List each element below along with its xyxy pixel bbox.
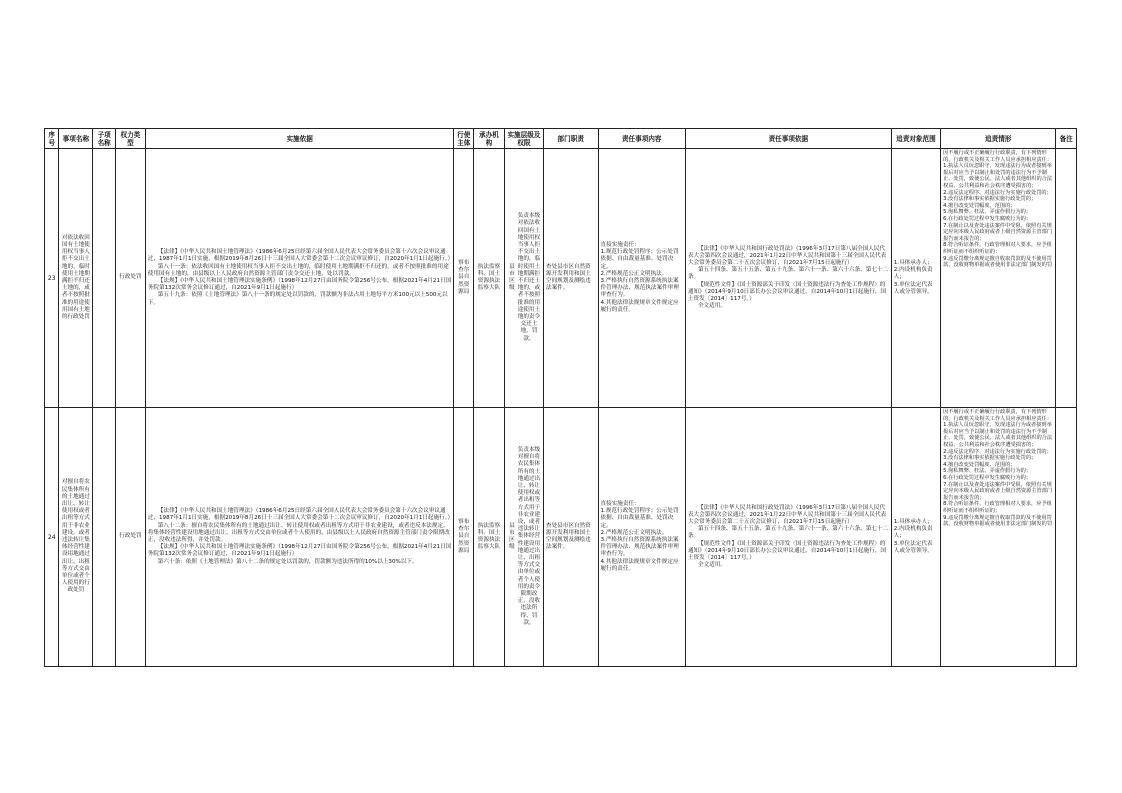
header-item-name: 事项名称 [59, 129, 93, 149]
header-subject: 行使主体 [454, 129, 474, 149]
row-dept-duty: 查处县市区自然资源开发利用和国土空间规划及测绘违法案件。 [543, 149, 598, 408]
row-sub-item [93, 408, 116, 667]
header-basis: 实施依据 [145, 129, 454, 149]
row-subject: 察布查尔县自然资源局 [454, 408, 474, 667]
header-resp-basis: 责任事项依据 [685, 129, 891, 149]
row-dept-duty-short: 负责本级对擅自将农民集体所有的土地通过出让、转让使用权或者出租等方式用于非农业建设，或者违法转让集体经营性建设用地通过出让、出租等方式交由单位或者个人使用的责令限期改正，没收违法所得、罚款。 [517, 446, 541, 626]
row-level-cell [504, 408, 543, 667]
row-resp-content: 直接实施责任： 1.规范行政处罚程序；公示处罚依据、自由裁量基准、处罚决定。 2.严格规范公正文明执法。 3.严格执行自然资源系统执法案件管理办法、规范执法案件审理审查行为。 4.其他法律法规规章文件规定应履行的责任。 [598, 149, 685, 408]
resp-basis-para: 第五十四条、第五十五条、第五十九条、第六十一条、第六十六条、第七十二条。 [687, 526, 889, 540]
header-seq: 序号 [45, 129, 59, 149]
row-org: 执法监察科、国土资源执法监察大队 [474, 149, 505, 408]
basis-para: 第六十条：依照《土地管理法》第八十二条的规定处以罚款的，罚款额为违法所得的10%以上30%以下。 [157, 558, 418, 565]
row-resp-basis [685, 149, 891, 408]
header-dept-duty: 部门职责 [543, 129, 598, 149]
row-circumstance: 因不履行或不正确履行行政职责，有下列情形的，行政机关及相关工作人员应承担相应责任： 1.执法人员玩忽职守，发现违法行为或者接到举报后对应当予以制止和处罚的违法行为不予制止、处罚，致使公民、法人或者其他组织的合法权益、公共利益和社会秩序遭受损害的； 2.违反法定程序、对违法行为实施行政处罚的； 3.没有法律和事实依据实施行政处罚的； 4.擅自改变处罚幅度、范围的； 5.徇私舞弊、枉法、弄虚作假行为的； 6.在行政处罚过程中发生腐败行为的； 7.在制止以及查处违法案件中受阻，依照有关规定应向本级人民政府或者上级自然资源主管部门报告而未报告的； 8.符合听证条件、行政管理相对人要求，应予组织听证而不组织听证的； 9.违反罚缴分离规定擅自收取罚款的及不使用罚款，没收财物单据或者使用非法定部门制发的罚 [941, 149, 1056, 408]
basis-para: 【法律】《中华人民共和国土地管理法》（1986年6月25日经第六届全国人民代表大会常务委员会第十六次会议审议通过，1987年1月1日实施，根据2019年8月26日十三届全国人大常委会第十二次会议审议修订，自2020年1月1日起施行。） [147, 508, 454, 522]
row-power-type: 行政处罚 [115, 408, 145, 667]
row-remark [1056, 149, 1077, 408]
row-org: 执法监察科、国土资源执法监察大队 [474, 408, 505, 667]
row-dept-duty-short: 负责本级对依法收回国有土地使用权当事人拒不交出土地的，临时使用土地期满拒不归还土地的，或者不按照批准的用途使用土地的责令交还土地，罚款。 [517, 213, 541, 342]
header-remark: 备注 [1056, 129, 1077, 149]
basis-para: 【法规】《中华人民共和国土地管理法实施条例》（1998年12月27日由国务院令第256号公布，根据2021年4月21日国务院第132次常务会议修订通过，自2021年9月1日起施行） [147, 544, 452, 558]
header-target: 追责对象范围 [891, 129, 940, 149]
resp-basis-para: 全文适用。 [697, 303, 726, 310]
resp-basis-para: 【法律】《中华人民共和国行政处罚法》（1996年3月17日第八届全国人民代表大会第四次会议通过，2021年1月22日中华人民共和国第十三届全国人民代表大会常务委员会第二十五次会议修订，自2021年7月15日起施行） [687, 504, 887, 525]
resp-basis-para: 全文适用。 [697, 562, 726, 569]
basis-para: 第八十一条：依法收回国有土地使用权当事人拒不交出土地的，临时使用土地期满拒不归还的，或者不按照批准的用途使用国有土地的，由县级以上人民政府自然资源主管部门责令交还土地，处以罚款。 [147, 263, 449, 277]
header-resp-content: 责任事项内容 [598, 129, 685, 149]
row-power-type: 行政处罚 [115, 149, 145, 408]
row-item-name: 对擅自将农民集体所有的土地通过出让、转让使用权或者出租等方式用于非农业建设，或者违法转让集体经营性建设用地通过出让、出租等方式交由单位或者个人使用的行政处罚 [59, 408, 93, 667]
row-level: 县市区级 [509, 522, 515, 551]
row-seq: 24 [45, 408, 59, 667]
row-target: 1.具体承办人； 2.内设机构负责人； 3.单位法定代表人或分管领导。 [891, 408, 940, 667]
header-row [45, 129, 1077, 149]
row-subject: 察布查尔县自然资源局 [454, 149, 474, 408]
row-circumstance: 因不履行或不正确履行行政职责，有下列情形的，行政机关及相关工作人员应承担相应责任： 1.执法人员玩忽职守，发现违法行为或者接到举报后对应当予以制止和处罚的违法行为不予制止、处罚，致使公民、法人或者其他组织的合法权益、公共利益和社会秩序遭受损害的； 2.违反法定程序、对违法行为实施行政处罚的； 3.没有法律和事实依据实施行政处罚的； 4.擅自改变处罚幅度、范围的； 5.徇私舞弊、枉法、弄虚作假行为的； 6.在行政处罚过程中发生腐败行为的； 7.在制止以及查处违法案件中受阻，依照有关规定应向本级人民政府或者上级自然资源主管部门报告而未报告的； 8.符合听证条件、行政管理相对人要求，应予组织听证而不组织听证的； 9.违反罚缴分离规定擅自收取罚款的及不使用罚款，没收财物单据或者使用非法定部门制发的罚 [941, 408, 1056, 667]
row-resp-basis [685, 408, 891, 667]
resp-basis-para: 【法律】《中华人民共和国行政处罚法》（1996年3月17日第八届全国人民代表大会第四次会议通过，2021年1月22日中华人民共和国第十三届全国人民代表大会常务委员会第二十五次会议修订，自2021年7月15日起施行） [687, 245, 887, 266]
table-row [45, 408, 1077, 667]
resp-basis-para: 【规范性文件】《国土资源部关于印发〈国土资源违法行为查处工作规程〉的通知》（2014年9月10日部长办公会议审议通过，自2014年10月1日起施行，国土资发〔2014〕117号。） [687, 281, 887, 302]
table-row [45, 149, 1077, 408]
basis-para: 第五十九条：依照《土地管理法》第八十一条的规定处以罚款的，罚款额为非法占用土地每平方米100元以上500元以下。 [147, 292, 448, 306]
header-org: 承办机构 [474, 129, 505, 149]
row-level: 县市区级 [509, 263, 515, 292]
row-basis [145, 149, 454, 408]
header-circumstance: 追责情形 [941, 129, 1056, 149]
header-level: 实施层级及权限 [504, 129, 543, 149]
header-power-type: 权力类型 [115, 129, 145, 149]
basis-para: 【法规】《中华人民共和国土地管理法实施条例》（1998年12月27日由国务院令第256号公布，根据2021年4月21日国务院第132次常务会议修订通过，自2021年9月1日起施行） [147, 278, 452, 292]
basis-para: 第八十二条：擅自将农民集体所有的土地通过出让、转让使用权或者出租等方式用于非农业建设，或者违反本法规定，将集体经营性建设用地通过出让、出租等方式交由单位或者个人使用的，由县级以上人民政府自然资源主管部门责令限期改正，没收违法所得，并处罚款。 [147, 522, 450, 543]
row-seq: 23 [45, 149, 59, 408]
resp-basis-para: 第五十四条、第五十五条、第五十九条、第六十一条、第六十六条、第七十二条。 [687, 267, 889, 281]
resp-basis-para: 【规范性文件】《国土资源部关于印发〈国土资源违法行为查处工作规程〉的通知》（2014年9月10日部长办公会议审议通过，自2014年10月1日起施行，国土资发〔2014〕117号。） [687, 540, 887, 561]
row-level-cell [504, 149, 543, 408]
header-sub-item: 子项名称 [93, 129, 116, 149]
row-target: 1.具体承办人； 2.内设机构负责人； 3.单位法定代表人或分管领导。 [891, 149, 940, 408]
responsibility-table [44, 128, 1077, 667]
row-remark [1056, 408, 1077, 667]
row-sub-item [93, 149, 116, 408]
basis-para: 【法律】《中华人民共和国土地管理法》（1986年6月25日经第六届全国人民代表大会常务委员会第十六次会议审议通过，1987年1月1日实施，根据2019年8月26日十三届全国人大常委会第十二次会议审议修订，自2020年1月1日起施行。） [147, 249, 454, 263]
row-dept-duty: 查处县市区自然资源开发利用和国土空间规划及测绘违法案件。 [543, 408, 598, 667]
row-resp-content: 直接实施责任： 1.规范行政处罚程序；公示处罚依据、自由裁量基准、处罚决定。 2.严格规范公正文明执法。 3.严格执行自然资源系统执法案件管理办法、规范执法案件审理审查行为。 4.其他法律法规规章文件规定应履行的责任。 [598, 408, 685, 667]
row-basis [145, 408, 454, 667]
row-item-name: 对依法收回国有土地使用权当事人拒不交出土地的，临时使用土地期满拒不归还土地的，或者不按照批准的用途使用国有土地的行政处罚 [59, 149, 93, 408]
